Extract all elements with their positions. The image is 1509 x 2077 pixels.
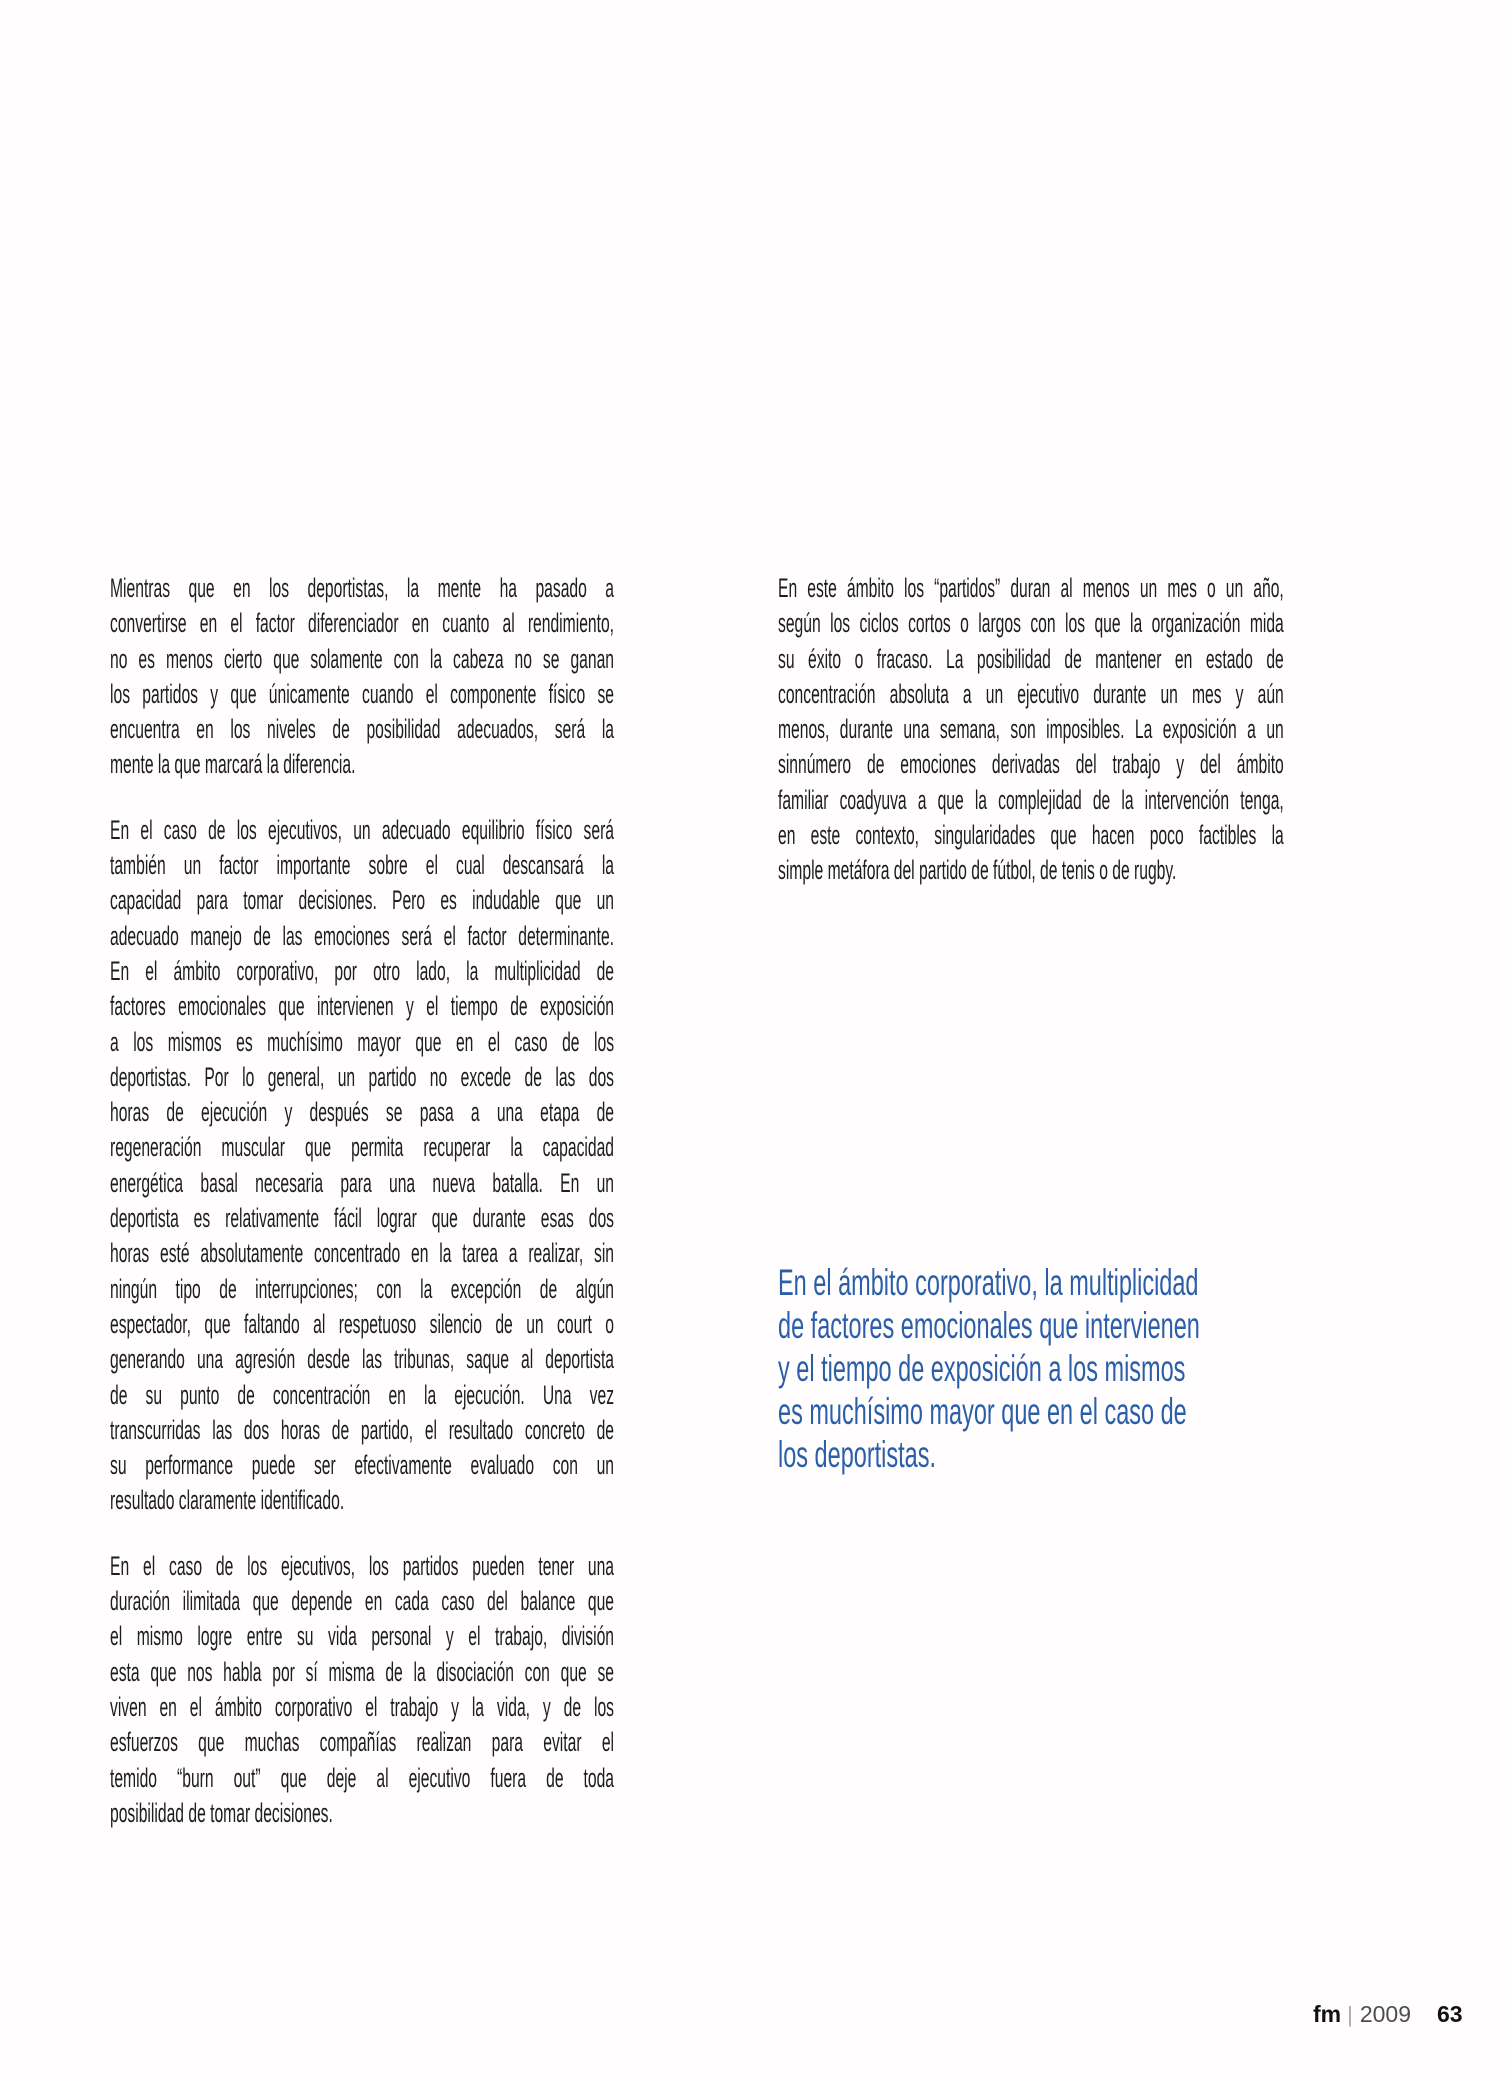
pull-quote-text: [778, 1261, 1286, 1476]
text-line: simple metáfora del partido de fútbol, de tenis o de rugby.: [778, 855, 1177, 886]
text-line: no es menos cierto que solamente con la cabeza no se ganan: [110, 643, 615, 674]
text-line: adecuado manejo de las emociones será el factor determinante.: [110, 920, 615, 951]
text-line: Mientras que en los deportistas, la mente ha pasado a: [110, 573, 615, 603]
text-line: mente la que marcará la diferencia.: [110, 749, 356, 780]
text-line: deportista es relativamente fácil lograr que durante esas dos: [110, 1203, 615, 1234]
paragraph: [110, 1549, 614, 1831]
text-line: y el tiempo de exposición a los mismos: [778, 1348, 1186, 1389]
text-line: ningún tipo de interrupciones; con la excepción de algún: [110, 1273, 615, 1304]
text-line: duración ilimitada que depende en cada caso del balance que: [110, 1586, 615, 1617]
text-line: temido “burn out” que deje al ejecutivo fuera de toda: [110, 1762, 615, 1793]
text-line: viven en el ámbito corporativo el trabajo y la vida, y de los: [110, 1691, 615, 1722]
issue-year: 2009: [1359, 2001, 1412, 2027]
pull-quote: [778, 1261, 1509, 1476]
text-line: factores emocionales que intervienen y el tiempo de exposición: [110, 991, 615, 1022]
text-line: En el caso de los ejecutivos, los partidos pueden tener una: [110, 1550, 615, 1581]
text-line: generando una agresión desde las tribunas, saque al deportista: [110, 1344, 615, 1375]
text-line: regeneración muscular que permita recuperar la capacidad: [110, 1132, 615, 1163]
text-line: posibilidad de tomar decisiones.: [110, 1797, 333, 1828]
text-line: transcurridas las dos horas de partido, el resultado concreto de: [110, 1414, 615, 1445]
text-line: En este ámbito los “partidos” duran al menos un mes o un año,: [778, 573, 1284, 603]
text-line: esta que nos habla por sí misma de la disociación con que se: [110, 1656, 615, 1687]
text-line: concentración absoluta a un ejecutivo durante un mes y aún: [778, 678, 1284, 709]
text-line: los partidos y que únicamente cuando el componente físico se: [110, 678, 615, 709]
text-line: sinnúmero de emociones derivadas del trabajo y del ámbito: [778, 749, 1284, 780]
text-line: horas esté absolutamente concentrado en la tarea a realizar, sin: [110, 1238, 615, 1269]
text-line: horas de ejecución y después se pasa a una etapa de: [110, 1097, 615, 1128]
page-footer: [1313, 2001, 1463, 2028]
page-number: 63: [1437, 2001, 1463, 2027]
text-line: convertirse en el factor diferenciador en cuanto al rendimiento,: [110, 608, 615, 639]
text-line: de su punto de concentración en la ejecución. Una vez: [110, 1379, 615, 1410]
text-line: capacidad para tomar decisiones. Pero es indudable que un: [110, 885, 615, 916]
text-line: esfuerzos que muchas compañías realizan para evitar el: [110, 1727, 615, 1758]
text-line: en este contexto, singularidades que hacen poco factibles la: [778, 820, 1284, 851]
paragraph: [110, 813, 614, 1519]
magazine-name: fm: [1313, 2001, 1342, 2027]
footer-separator: |: [1347, 2002, 1353, 2027]
text-line: es muchísimo mayor que en el caso de: [778, 1391, 1187, 1432]
right-column-text: [778, 571, 1284, 889]
text-line: En el ámbito corporativo, la multiplicidad: [778, 1262, 1199, 1303]
text-line: familiar coadyuva a que la complejidad de la intervención tenga,: [778, 784, 1284, 815]
text-line: deportistas. Por lo general, un partido no excede de las dos: [110, 1061, 615, 1092]
text-line: de factores emocionales que intervienen: [778, 1305, 1200, 1346]
text-line: también un factor importante sobre el cual descansará la: [110, 850, 615, 881]
text-line: menos, durante una semana, son imposibles. La exposición a un: [778, 714, 1284, 745]
text-line: según los ciclos cortos o largos con los que la organización mida: [778, 608, 1284, 639]
paragraph: [110, 571, 614, 783]
left-column-text: [110, 571, 614, 1831]
text-line: los deportistas.: [778, 1434, 937, 1475]
text-line: su performance puede ser efectivamente evaluado con un: [110, 1450, 615, 1481]
text-line: En el ámbito corporativo, por otro lado, la multiplicidad de: [110, 955, 615, 986]
text-line: a los mismos es muchísimo mayor que en el caso de los: [110, 1026, 615, 1057]
text-line: En el caso de los ejecutivos, un adecuado equilibrio físico será: [110, 814, 615, 845]
text-line: su éxito o fracaso. La posibilidad de mantener en estado de: [778, 643, 1284, 674]
text-line: el mismo logre entre su vida personal y el trabajo, división: [110, 1621, 615, 1652]
text-line: encuentra en los niveles de posibilidad adecuados, será la: [110, 714, 615, 745]
paragraph: [778, 571, 1284, 889]
right-column: [778, 571, 1509, 889]
text-line: energética basal necesaria para una nueva batalla. En un: [110, 1167, 615, 1198]
text-line: resultado claramente identificado.: [110, 1485, 345, 1516]
text-line: espectador, que faltando al respetuoso silencio de un court o: [110, 1308, 615, 1339]
